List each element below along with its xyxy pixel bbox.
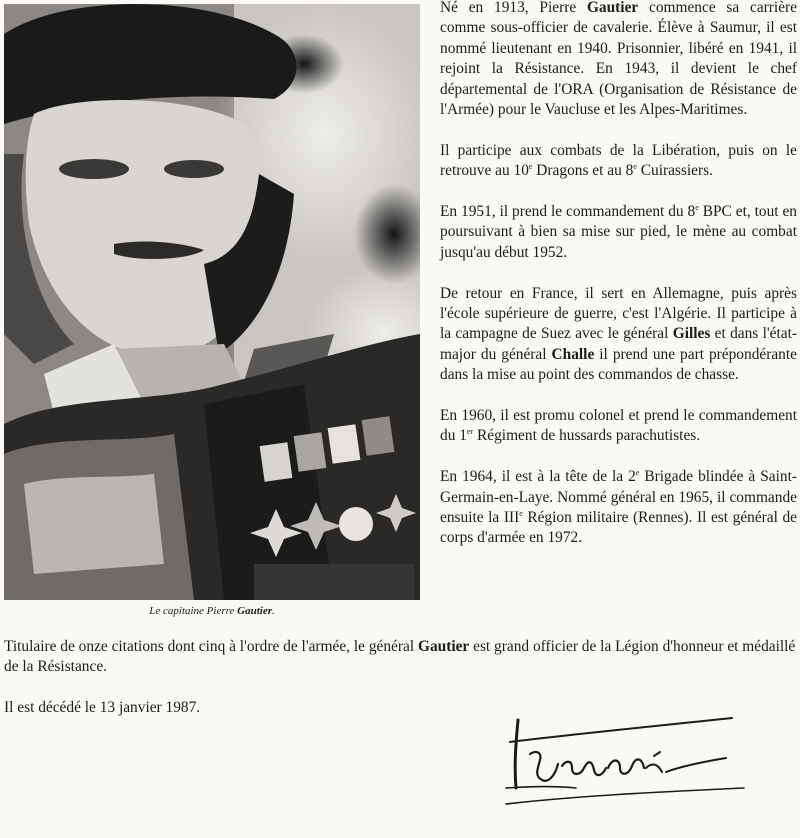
handwritten-signature (496, 702, 748, 814)
bio-p6-sup-1: e (635, 468, 640, 478)
bio-p1-text-c: commence sa carrière comme sous-officier de cavalerie. Élève à Saumur, il est nommé lieutenant en 1940. Prisonnier, libéré en 1941, il rejoint la Résistance. En 1943, il devient le chef départemental de l'ORA (Organisation de Résistance de l'Armée) pour le Vaucluse et les Alpes-Maritimes. (440, 0, 797, 119)
bio-p7-name: Gautier (417, 638, 470, 655)
bio-p4-text-e: il prend une part prépondérante dans la mise au point des commandos de chasse. (440, 345, 797, 384)
bio-p1-name: Gautier (586, 0, 639, 16)
bio-p2-text-c: Cuirassiers. (636, 162, 713, 180)
bio-p7-text-a: Titulaire de onze citations dont cinq à l'ordre de l'armée, le général (4, 638, 418, 655)
portrait-photo (4, 4, 420, 600)
bio-p6-text-b: Brigade blindée à Saint-Germain-en-Laye. Nommé général en 1965, il commande ensuite la III (440, 468, 797, 527)
bio-p5-text-a: En 1960, il est promu colonel et prend le commandement du 1 (440, 407, 797, 445)
bio-p3-text-a: En 1951, il prend le commandement du 8 (440, 203, 696, 221)
bio-paragraph-7 (4, 637, 796, 678)
bio-paragraph-6 (440, 467, 797, 549)
bio-p2-sup-1: e (528, 162, 533, 172)
bio-p4-name-challe: Challe (551, 345, 595, 363)
biography-column (440, 0, 797, 569)
bio-p2-text-b: Dragons et au 8 (532, 162, 634, 180)
bio-p7-text-c: est grand officier de la Légion d'honneur et médaillé de la Résistance. (4, 638, 796, 676)
signature-drawing (496, 702, 748, 814)
bio-paragraph-1 (440, 0, 797, 120)
bio-paragraph-5 (440, 406, 797, 447)
photo-caption (4, 604, 420, 618)
bio-p2-text-a: Il participe aux combats de la Libération, puis on le retrouve au 10 (440, 141, 797, 180)
bio-p4-text-c: et dans l'état-major du général (440, 325, 797, 363)
bio-p1-text-a: Né en 1913, Pierre (440, 0, 587, 16)
portrait-image (4, 4, 420, 600)
bio-paragraph-3 (440, 202, 797, 263)
bio-p5-text-b: Régiment de hussards parachutistes. (473, 427, 701, 445)
bio-paragraph-4 (440, 284, 797, 386)
bio-p4-text-a: De retour en France, il sert en Allemagne, puis après l'école supérieure de guerre, c'est l'Algérie. Il participe à la campagne de Suez avec le général (440, 284, 797, 343)
caption-suffix: . (271, 605, 275, 617)
bio-p3-sup-1: e (695, 203, 699, 213)
bio-p4-name-gilles: Gilles (672, 325, 711, 343)
bio-p6-sup-2: e (519, 509, 523, 519)
bio-paragraph-2 (440, 141, 797, 182)
caption-prefix: Le capitaine Pierre (149, 605, 238, 617)
bio-paragraph-8: Il est décédé le 13 janvier 1987. (4, 699, 201, 717)
bio-p2-sup-2: e (633, 162, 637, 172)
bio-p6-text-a: En 1964, il est à la tête de la 2 (440, 468, 636, 486)
bio-p6-text-c: Région militaire (Rennes). Il est général de corps d'armée en 1972. (440, 509, 797, 547)
bio-p3-text-b: BPC et, tout en poursuivant à bien sa mise sur pied, le mène au combat jusqu'au début 1952. (440, 203, 798, 261)
caption-name: Gautier (237, 605, 272, 617)
bio-p5-sup-1: er (466, 427, 474, 437)
